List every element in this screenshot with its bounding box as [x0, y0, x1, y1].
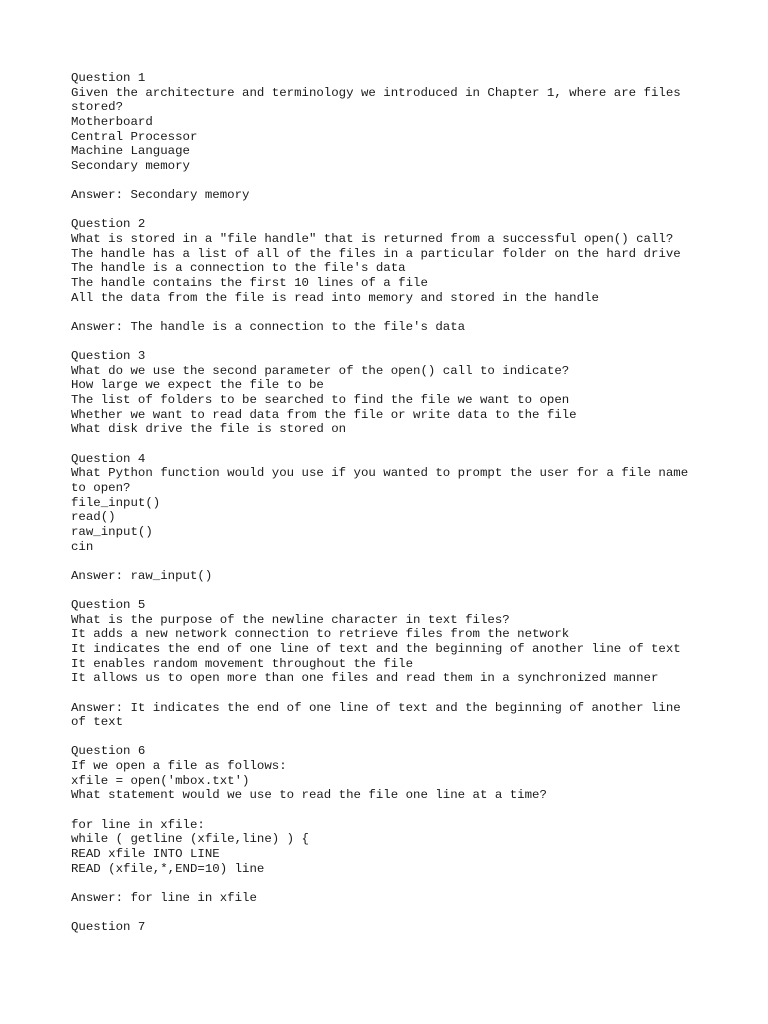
question-prompt: xfile = open('mbox.txt') [71, 773, 250, 788]
answer-option: Machine Language [71, 144, 190, 159]
question-prompt: to open? [71, 480, 131, 495]
blank-line [71, 876, 731, 891]
answer-option: file_input() [71, 495, 161, 510]
answer-option: The handle has a list of all of the files in a particular folder on the hard drive [71, 246, 681, 261]
answer-option: The handle contains the first 10 lines of a file [71, 275, 428, 290]
question-heading: Question 7 [71, 920, 146, 935]
answer-option: It allows us to open more than one files and read them in a synchronized manner [71, 671, 659, 686]
answer-text: Answer: Secondary memory [71, 188, 250, 203]
question-heading: Question 5 [71, 598, 146, 613]
question-heading: Question 3 [71, 349, 146, 364]
answer-text: Answer: for line in xfile [71, 890, 257, 905]
answer-option: READ xfile INTO LINE [71, 846, 220, 861]
answer-option: It indicates the end of one line of text and the beginning of another line of text [71, 641, 681, 656]
question-prompt: What statement would we use to read the file one line at a time? [71, 788, 547, 803]
answer-option: Motherboard [71, 114, 153, 129]
answer-option: The list of folders to be searched to find the file we want to open [71, 393, 570, 408]
blank-line [71, 730, 731, 745]
answer-text: Answer: raw_input() [71, 568, 213, 583]
answer-option: while ( getline (xfile,line) ) { [71, 832, 309, 847]
question-prompt: What do we use the second parameter of the open() call to indicate? [71, 363, 570, 378]
question-prompt: stored? [71, 100, 124, 115]
answer-option: All the data from the file is read into memory and stored in the handle [71, 290, 599, 305]
answer-text: Answer: The handle is a connection to the file's data [71, 319, 466, 334]
question-heading: Question 2 [71, 217, 146, 232]
answer-option: cin [71, 539, 94, 554]
answer-option: read() [71, 510, 116, 525]
answer-option: Central Processor [71, 129, 198, 144]
blank-line [71, 906, 731, 921]
question-prompt: What is stored in a "file handle" that is returned from a successful open() call? [71, 232, 674, 247]
answer-option: The handle is a connection to the file's data [71, 261, 406, 276]
answer-option: How large we expect the file to be [71, 378, 324, 393]
quiz-document [71, 71, 731, 935]
blank-line [71, 686, 731, 701]
blank-line [71, 554, 731, 569]
answer-option: Whether we want to read data from the file or write data to the file [71, 407, 577, 422]
question-prompt: What is the purpose of the newline character in text files? [71, 612, 510, 627]
answer-option: for line in xfile: [71, 817, 205, 832]
question-heading: Question 6 [71, 744, 146, 759]
answer-text: of text [71, 715, 124, 730]
blank-line [71, 803, 731, 818]
answer-option: READ (xfile,*,END=10) line [71, 861, 265, 876]
blank-line [71, 305, 731, 320]
blank-line [71, 437, 731, 452]
question-prompt: If we open a file as follows: [71, 759, 287, 774]
blank-line [71, 203, 731, 218]
answer-option: It adds a new network connection to retrieve files from the network [71, 627, 570, 642]
answer-option: It enables random movement throughout the file [71, 656, 414, 671]
question-heading: Question 4 [71, 451, 146, 466]
answer-option: raw_input() [71, 524, 153, 539]
question-prompt: What Python function would you use if you wanted to prompt the user for a file name [71, 466, 689, 481]
blank-line [71, 335, 731, 350]
blank-line [71, 583, 731, 598]
answer-option: Secondary memory [71, 158, 190, 173]
question-prompt: Given the architecture and terminology we introduced in Chapter 1, where are files [71, 85, 681, 100]
answer-text: Answer: It indicates the end of one line of text and the beginning of another line [71, 700, 681, 715]
question-heading: Question 1 [71, 71, 146, 85]
blank-line [71, 173, 731, 188]
answer-option: What disk drive the file is stored on [71, 422, 347, 437]
